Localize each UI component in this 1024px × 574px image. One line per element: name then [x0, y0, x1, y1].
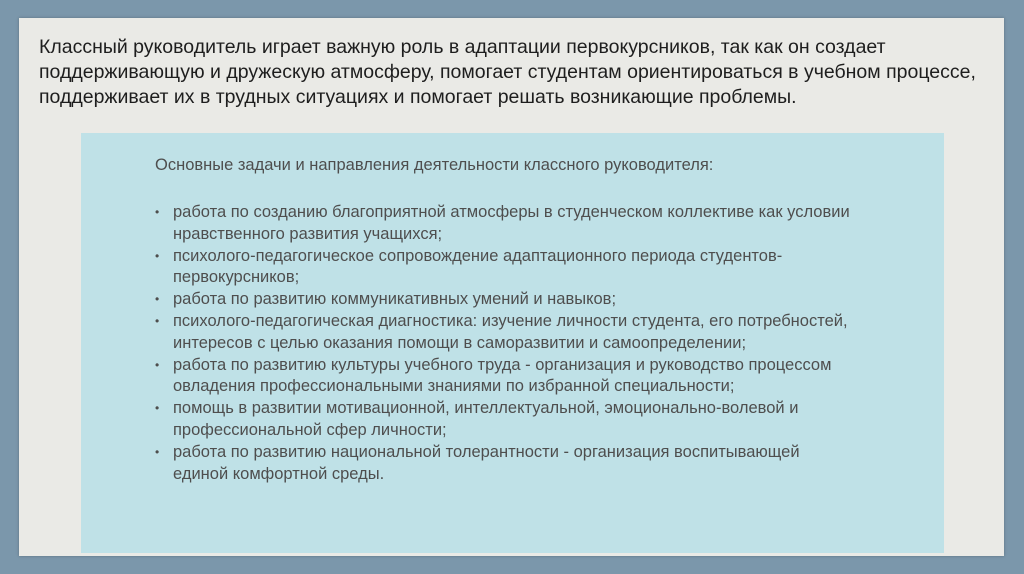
bullet-icon: •	[155, 205, 160, 219]
intro-paragraph: Классный руководитель играет важную роль в адаптации первокурсников, так как он создает поддерживающую и дружескую атмосферу, помогает студентам ориентироваться в учебном процессе, поддерживает их в трудных ситуациях и помогает решать возникающие проблемы.	[39, 36, 976, 108]
task-item	[155, 398, 855, 442]
bullet-icon: •	[155, 444, 160, 459]
task-item	[155, 246, 855, 290]
bullet-icon: •	[155, 248, 160, 263]
bullet-icon: •	[155, 357, 160, 372]
tasks-heading: Основные задачи и направления деятельности классного руководителя:	[155, 156, 714, 174]
bullet-icon: •	[155, 401, 160, 416]
task-item-text: работа по развитию культуры учебного труда - организация и руководство процессом овладения профессиональными знаниями по избранной специальности;	[173, 355, 832, 396]
task-item	[155, 442, 855, 486]
tasks-list	[155, 202, 855, 485]
task-item-text: работа по развитию коммуникативных умений и навыков;	[173, 290, 617, 309]
slide	[19, 18, 1004, 556]
task-item-text: помощь в развитии мотивационной, интеллектуальной, эмоционально-волевой и профессиональной сфер личности;	[173, 399, 799, 439]
task-item	[155, 355, 855, 399]
task-item	[155, 311, 855, 355]
task-item	[155, 202, 855, 246]
bullet-icon: •	[155, 313, 160, 328]
task-item-text: психолого-педагогическая диагностика: изучение личности студента, его потребностей, интересов с целью оказания помощи в саморазвитии и самоопределении;	[173, 311, 848, 352]
task-item	[155, 289, 855, 311]
task-item-text: работа по созданию благоприятной атмосферы в студенческом коллективе как условии нравственного развития учащихся;	[173, 203, 850, 243]
task-item-text: работа по развитию национальной толерантности - организация воспитывающей единой комфортной среды.	[173, 442, 800, 483]
bullet-icon: •	[155, 292, 160, 307]
task-item-text: психолого-педагогическое сопровождение адаптационного периода студентов-первокурсников;	[173, 246, 783, 287]
tasks-panel	[81, 133, 944, 553]
